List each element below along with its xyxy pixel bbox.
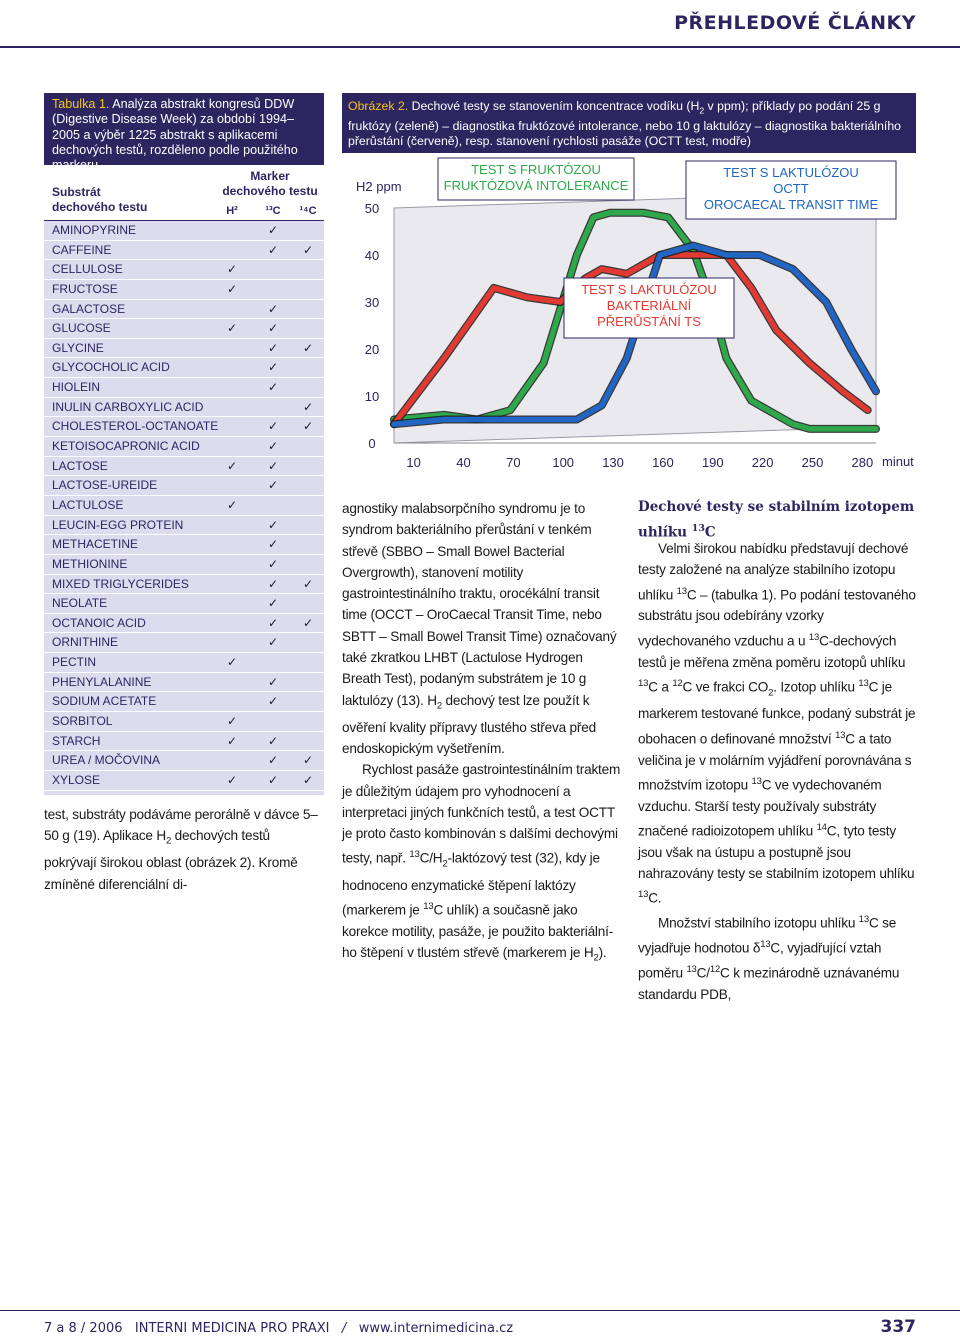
substrate-name: LEUCIN-EGG PROTEIN	[52, 517, 184, 532]
substrate-name: METHACETINE	[52, 537, 139, 552]
table-row	[44, 633, 324, 653]
col-h2: H²	[226, 205, 238, 217]
substrate-name: LACTOSE	[52, 458, 108, 473]
check-icon: ✓	[226, 281, 238, 296]
check-icon: ✓	[267, 340, 279, 355]
y-tick-label: 30	[364, 295, 380, 310]
table-body	[44, 221, 324, 791]
paragraph: Rychlost pasáže gastrointestinálním traktem je důležitým údajem pro vyhodnocení a interpretaci jiných funkčních testů, a test OCTT je proto často kombinován s dalšími dechovými testy, např. $^{13}C/H_2$-laktózový test (32), kdy je hodnoceno enzymatické štěpení laktózy (markerem je $^{13}$C uhlík) a současně jako korekce motility, pasáže, je použito bakteriální-ho štěpení v tlustém střevě (markerem je $H_2$).	[342, 762, 621, 965]
figure-caption: Obrázek 2. Dechové testy se stanovením koncentrace vodíku ($H_2$ v ppm); příklady po podání 25 g fruktózy (zeleně) – diagnostika fruktózové intolerance, nebo 10 g laktulózy – diagnostika bakteriálního přerůstání (červeně), resp. stanovení rychlosti pasáže (OCTT test, modře)	[342, 93, 916, 153]
x-tick-label: 10	[406, 455, 421, 470]
check-icon: ✓	[302, 772, 314, 787]
paragraph: test, substráty podáváme perorálně v dávce 5–50 g (19). Aplikace $H_2$ dechových testů pokrývají širokou oblast (obrázek 2). Kromě zmíněné diferenciální di-	[44, 807, 318, 892]
check-icon: ✓	[226, 655, 238, 670]
check-icon: ✓	[267, 360, 279, 375]
header-rule	[0, 46, 960, 48]
paragraph: agnostiky malabsorpčního syndromu je to syndrom bakteriálního přerůstání v tenkém střevě (SBBO – Small Bowel Bacterial Overgrowth), stanovení motility gastrointestinálního traktu, orocékální transit time (OCCT – OroCaecal Transit Time, nebo SBTT – Small Bowel Transit Time) označovaný také zkratkou LHBT (Lactulose Hydrogen Breath Test), podaným substrátem je 10 g laktulózy (13). $H_2$ dechový test lze použít k ověření kvality přípravy tlustého střeva před endoskopickým vyšetřením.	[342, 501, 617, 756]
footer: 7 a 8 / 2006 INTERNI MEDICINA PRO PRAXI / www.internimedicina.cz	[44, 1321, 514, 1336]
check-icon: ✓	[267, 517, 279, 532]
annotation-label: TEST S LAKTULÓZOU	[723, 165, 859, 180]
table-row	[44, 535, 324, 555]
table-caption	[44, 93, 324, 165]
table-row	[44, 221, 324, 241]
table-row	[44, 300, 324, 320]
substrate-name: GLYCOCHOLIC ACID	[52, 360, 170, 375]
check-icon: ✓	[267, 674, 279, 689]
table-row	[44, 594, 324, 614]
col-13c: ¹³C	[265, 205, 281, 217]
y-tick-label: 0	[368, 436, 376, 451]
table-row	[44, 614, 324, 634]
journal-name: INTERNI MEDICINA PRO PRAXI	[134, 1321, 330, 1336]
annotation-label: BAKTERIÁLNÍ	[606, 298, 692, 313]
check-icon: ✓	[267, 478, 279, 493]
table-row	[44, 241, 324, 261]
check-icon: ✓	[226, 733, 238, 748]
check-icon: ✓	[267, 576, 279, 591]
substrate-name: FRUCTOSE	[52, 281, 118, 296]
substrate-name: GALACTOSE	[52, 301, 126, 316]
check-icon: ✓	[267, 635, 279, 650]
check-icon: ✓	[267, 321, 279, 336]
check-icon: ✓	[226, 714, 238, 729]
table-row	[44, 673, 324, 693]
table-row	[44, 771, 324, 791]
table-row	[44, 260, 324, 280]
col-substrate-header: Substrát dechového testu	[52, 185, 148, 214]
table-row	[44, 417, 324, 437]
annotation-label: TEST S LAKTULÓZOU	[581, 282, 717, 297]
substrate-name: PHENYLALANINE	[52, 674, 152, 689]
col-marker-header: Marker dechového testu	[222, 169, 318, 198]
substrate-name: STARCH	[52, 733, 101, 748]
table-row	[44, 358, 324, 378]
table-row	[44, 555, 324, 575]
text-column-middle	[342, 498, 624, 969]
table-row	[44, 476, 324, 496]
section-header: PŘEHLEDOVÉ ČLÁNKY	[674, 12, 916, 34]
col-14c: ¹⁴C	[299, 205, 317, 217]
x-tick-label: 250	[801, 455, 824, 470]
substrate-name: NEOLATE	[52, 596, 108, 611]
table-row	[44, 378, 324, 398]
table-caption-text: Analýza abstrakt kongresů DDW (Digestive Disease Week) za období 1994–2005 a výběr 1225 abstrakt s aplikacemi dechových testů, rozděleno podle použitého	[52, 97, 298, 157]
table-row	[44, 339, 324, 359]
subheading: Dechové testy se stabilním izotopem uhlíku $^{13}$C	[638, 499, 915, 541]
check-icon: ✓	[267, 596, 279, 611]
substrate-name: ORNITHINE	[52, 635, 118, 650]
annotation-label: OROCAECAL TRANSIT TIME	[703, 197, 879, 212]
x-tick-label: 220	[751, 455, 774, 470]
check-icon: ✓	[226, 458, 238, 473]
check-icon: ✓	[267, 753, 279, 768]
annotation-label: OCTT	[773, 181, 809, 196]
substrate-name: GLUCOSE	[52, 321, 111, 336]
text-column-right	[638, 538, 916, 1005]
annotation-label: FRUKTÓZOVÁ INTOLERANCE	[443, 178, 629, 193]
paragraph: Množství stabilního izotopu uhlíku $^{13}$C se vyjadřuje hodnotou $\delta^{13}C$, vyjadřující vztah poměru $^{13}$C/$^{12}$C k mezinárodně uznávanému standardu PDB,	[638, 914, 900, 1002]
check-icon: ✓	[226, 497, 238, 512]
check-icon: ✓	[302, 576, 314, 591]
annotation-label: PŘERŮSTÁNÍ TS	[597, 314, 701, 329]
paragraph: Velmi širokou nabídku představují dechové testy založené na analýze stabilního izotopu uhlíku $^{13}$C – (tabulka 1). Po podání testovaného substrátu jsou odebírány vzorky vydechovaného vzduchu a u $^{13}$C-dechových testů je měřena změna poměru izotopů uhlíku $^{13}$C a $^{12}$C ve frakci $CO_2$. Izotop uhlíku $^{13}$C je markerem testované funkce, podaný substrát je obohacen o definované množství $^{13}$C a tato veličina je v molárním vyjádření porovnávána s množstvím izotopu $^{13}$C ve vydechovaném vzduchu. Starší testy používaly substráty značené radioizotopem uhlíku $^{14}$C, tyto testy jsou však na ústupu a postupně jsou nahrazovány testy se stabilním izotopem uhlíku $^{13}$C.	[638, 541, 916, 906]
table-row	[44, 457, 324, 477]
table-header	[44, 165, 324, 221]
y-tick-label: 50	[364, 201, 380, 216]
check-icon: ✓	[226, 772, 238, 787]
table-row	[44, 437, 324, 457]
table-row	[44, 751, 324, 771]
table-row	[44, 280, 324, 300]
substrate-name: HIOLEIN	[52, 380, 101, 395]
substrate-name: SORBITOL	[52, 714, 113, 729]
x-tick-label: 280	[851, 455, 874, 470]
substrate-name: AMINOPYRINE	[52, 223, 137, 237]
check-icon: ✓	[226, 321, 238, 336]
check-icon: ✓	[267, 556, 279, 571]
substrate-name: METHIONINE	[52, 556, 128, 571]
check-icon: ✓	[267, 380, 279, 395]
check-icon: ✓	[267, 439, 279, 454]
x-tick-label: 190	[701, 455, 724, 470]
check-icon: ✓	[302, 753, 314, 768]
check-icon: ✓	[302, 615, 314, 630]
x-tick-label: 160	[652, 455, 674, 470]
annotation-label: TEST S FRUKTÓZOU	[471, 162, 601, 177]
y-tick-label: 10	[364, 389, 380, 404]
table-row	[44, 653, 324, 673]
check-icon: ✓	[267, 242, 279, 257]
y-tick-label: 20	[364, 342, 380, 357]
table-row	[44, 712, 324, 732]
substrate-name: INULIN CARBOXYLIC ACID	[52, 399, 204, 414]
table-row	[44, 692, 324, 712]
check-icon: ✓	[267, 458, 279, 473]
y-axis-label: H2 ppm	[356, 179, 402, 194]
substrate-name: KETOISOCAPRONIC ACID	[52, 439, 200, 454]
substrate-name: CAFFEINE	[52, 242, 112, 257]
text-column-left	[44, 804, 326, 895]
table-row	[44, 575, 324, 595]
check-icon: ✓	[267, 301, 279, 316]
table-1	[44, 93, 324, 795]
check-icon: ✓	[302, 419, 314, 434]
substrate-name: LACTULOSE	[52, 497, 124, 512]
substrate-name: MIXED TRIGLYCERIDES	[52, 576, 189, 591]
table-row	[44, 732, 324, 752]
y-tick-label: 40	[364, 248, 380, 263]
check-icon: ✓	[302, 399, 314, 414]
x-tick-label: 100	[552, 455, 575, 470]
check-icon: ✓	[267, 694, 279, 709]
substrate-name: GLYCINE	[52, 340, 104, 355]
table-row	[44, 496, 324, 516]
check-icon: ✓	[267, 537, 279, 552]
check-icon: ✓	[267, 615, 279, 630]
breath-test-chart	[342, 153, 916, 483]
issue-number: 7 a 8 / 2006	[44, 1321, 123, 1336]
substrate-name: UREA / MOČOVINA	[52, 753, 161, 768]
check-icon: ✓	[302, 242, 314, 257]
substrate-name: XYLOSE	[52, 772, 101, 787]
journal-url[interactable]: www.internimedicina.cz	[358, 1321, 514, 1336]
x-tick-label: 70	[506, 455, 521, 470]
substrate-name: LACTOSE-UREIDE	[52, 478, 158, 493]
footer-rule	[0, 1310, 960, 1311]
check-icon: ✓	[267, 419, 279, 434]
table-row	[44, 516, 324, 536]
substrate-name: CHOLESTEROL-OCTANOATE	[52, 419, 219, 434]
x-axis-label: minut	[882, 454, 914, 469]
table-row	[44, 319, 324, 339]
x-tick-label: 40	[456, 455, 471, 470]
check-icon: ✓	[267, 223, 279, 237]
substrate-name: CELLULOSE	[52, 262, 123, 277]
substrate-name: SODIUM ACETATE	[52, 694, 157, 709]
substrate-name: OCTANOIC ACID	[52, 615, 146, 630]
check-icon: ✓	[302, 340, 314, 355]
check-icon: ✓	[267, 772, 279, 787]
check-icon: ✓	[267, 733, 279, 748]
table-row	[44, 398, 324, 418]
table-caption-lead: Tabulka 1.	[52, 97, 110, 111]
substrate-name: PECTIN	[52, 655, 97, 670]
page-number: 337	[880, 1317, 916, 1337]
check-icon: ✓	[226, 262, 238, 277]
x-tick-label: 130	[602, 455, 624, 470]
